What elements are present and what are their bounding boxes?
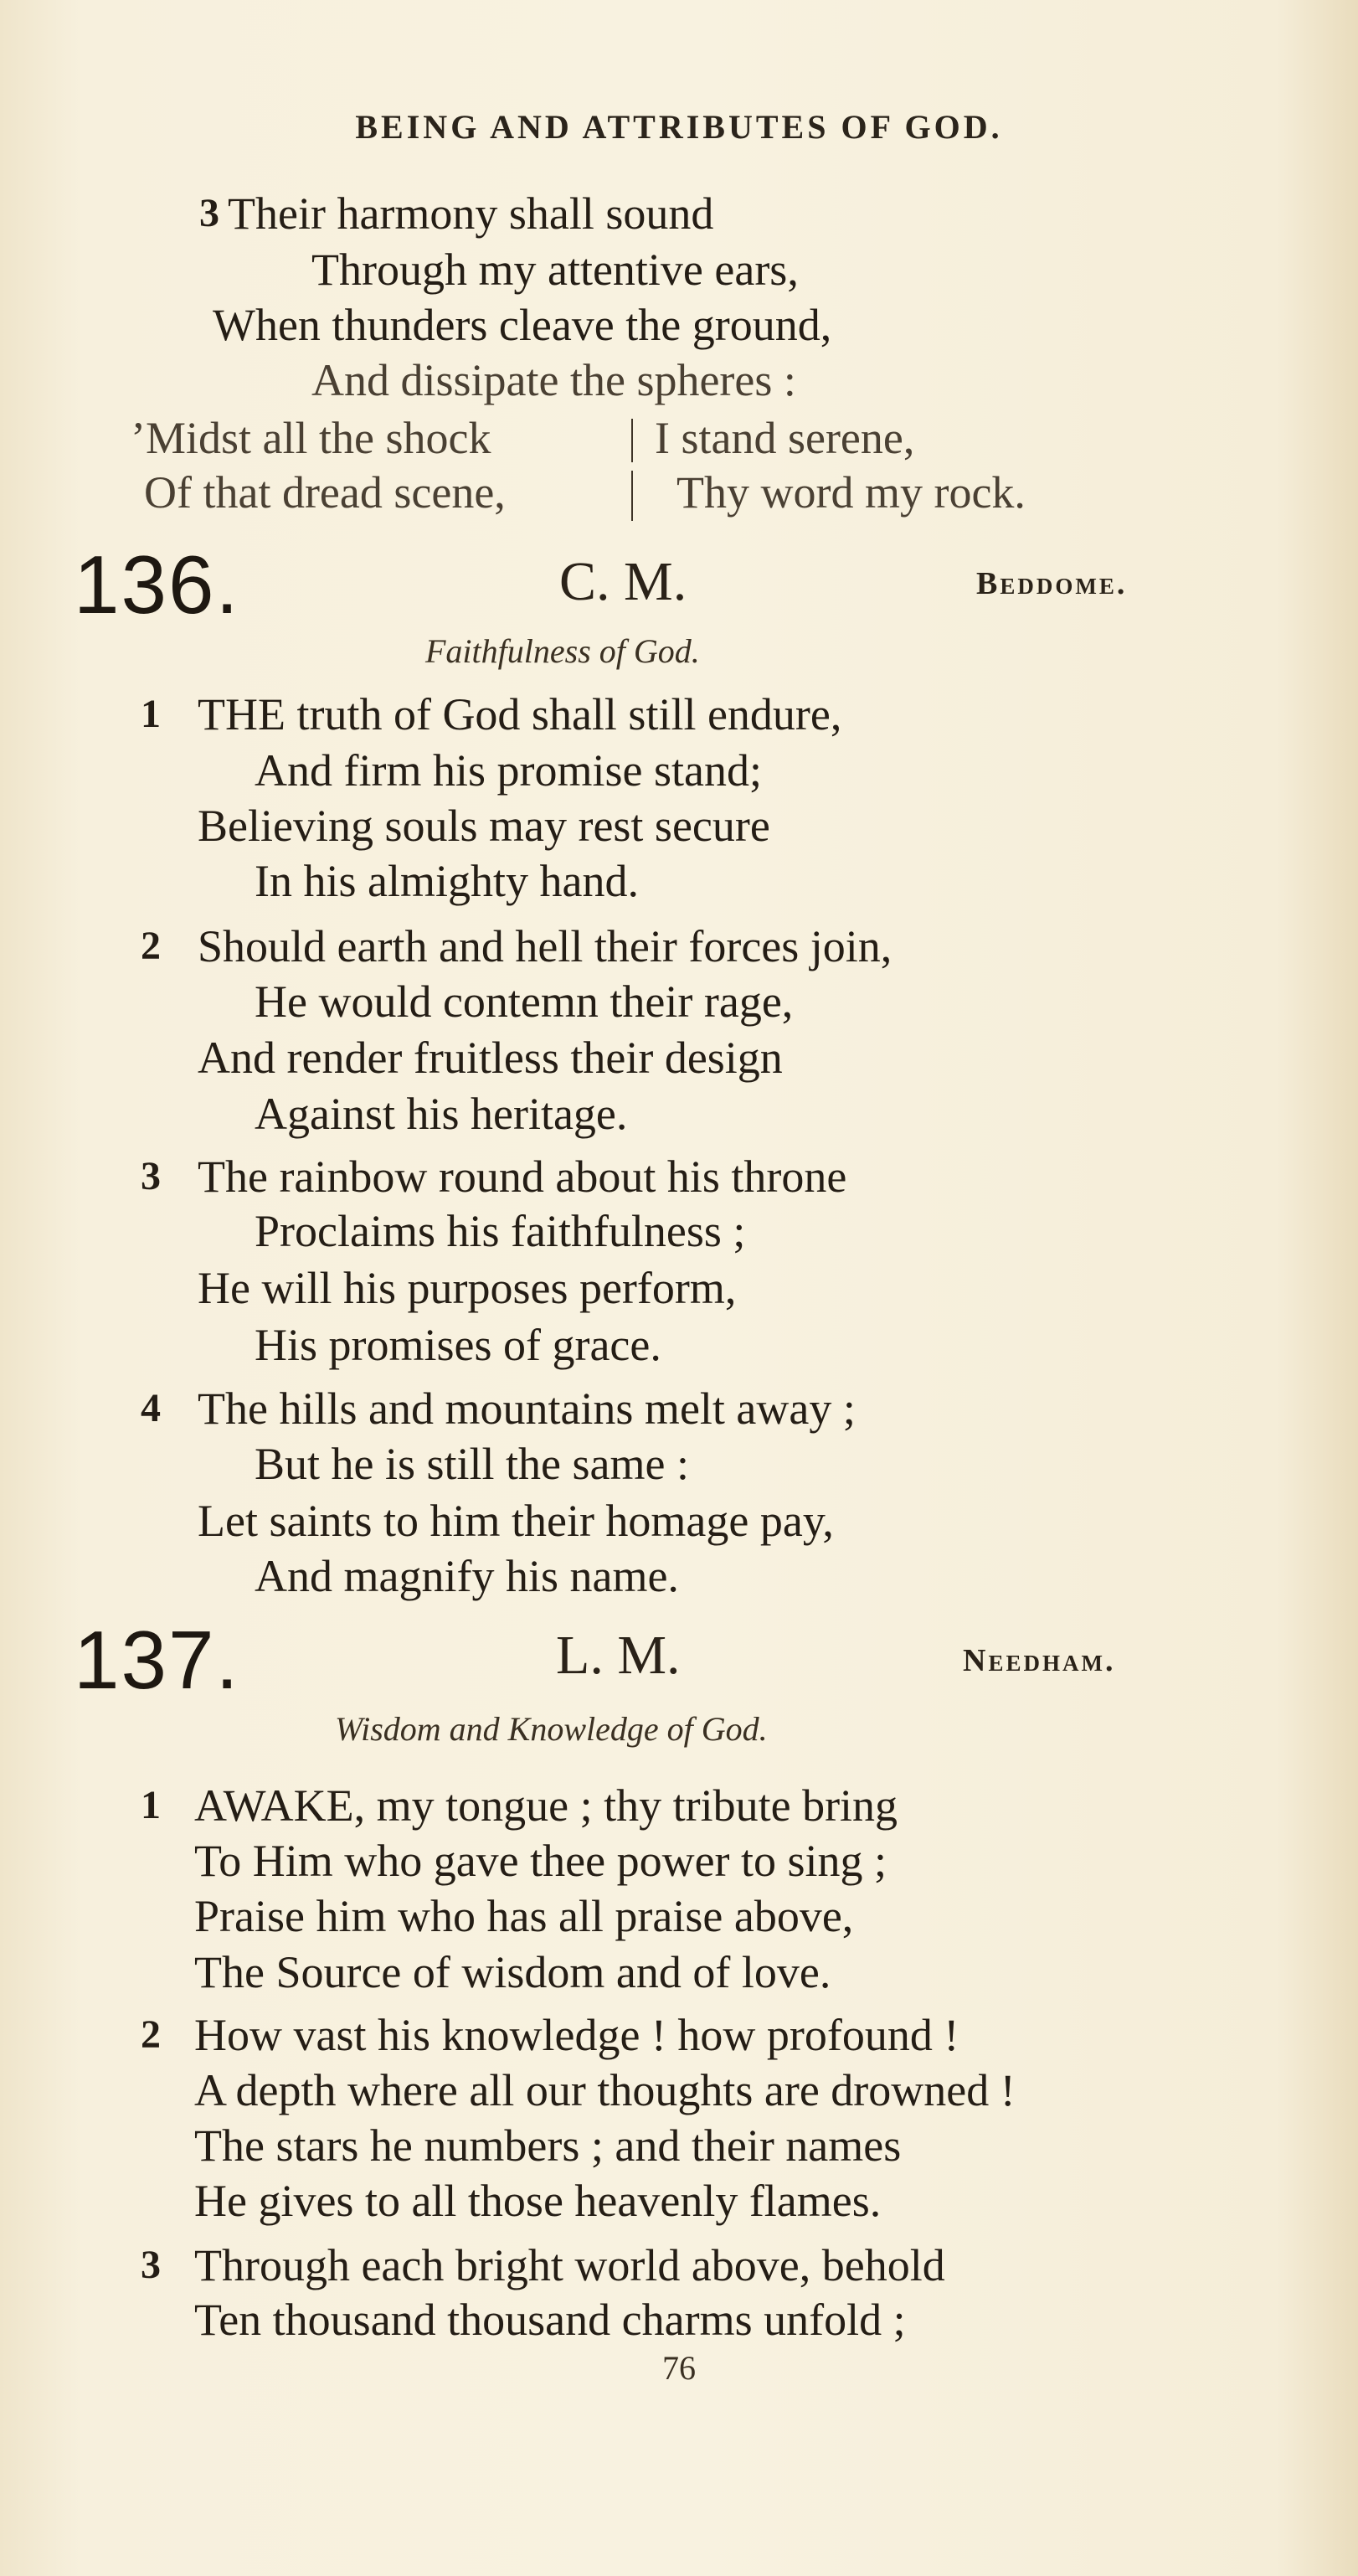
verse-line: Praise him who has all praise above, [194, 1891, 854, 1941]
verse-line: When thunders cleave the ground, [213, 300, 832, 350]
bracket-divider [631, 471, 633, 521]
hymn-meter: L. M. [556, 1625, 681, 1686]
verse-line: The hills and mountains melt away ; [198, 1383, 856, 1434]
verse-line: But he is still the same : [255, 1439, 689, 1489]
verse-line: Believing souls may rest secure [198, 801, 770, 851]
verse-line: He will his purposes perform, [198, 1263, 737, 1313]
verse-number: 3 [141, 2243, 161, 2287]
verse-line: His promises of grace. [255, 1320, 661, 1370]
verse-line: The stars he numbers ; and their names [194, 2120, 902, 2171]
verse-line: Let saints to him their homage pay, [198, 1496, 834, 1546]
verse-line: Their harmony shall sound [228, 188, 714, 239]
verse-line: He would contemn their rage, [255, 976, 794, 1027]
verse-number: 4 [141, 1386, 161, 1430]
verse-line: ’Midst all the shock [131, 413, 491, 463]
verse-line: AWAKE, my tongue ; thy tribute bring [194, 1780, 898, 1831]
verse-line: And dissipate the spheres : [311, 355, 796, 405]
hymn-composer: Beddome. [976, 566, 1128, 601]
hymn-number: 137. [74, 1614, 240, 1706]
hymn-composer: Needham. [963, 1643, 1116, 1678]
hymn-number: 136. [74, 538, 240, 631]
verse-line: He gives to all those heavenly flames. [194, 2176, 882, 2226]
verse-line: Of that dread scene, [144, 467, 506, 518]
hymn-meter: C. M. [559, 551, 687, 612]
verse-line: How vast his knowledge ! how profound ! [194, 2010, 959, 2060]
verse-number: 3 [199, 191, 219, 235]
verse-line: Proclaims his faithfulness ; [255, 1206, 746, 1256]
verse-line: The Source of wisdom and of love. [194, 1947, 831, 1997]
verse-line: I stand serene, [655, 413, 915, 463]
verse-line: And magnify his name. [255, 1551, 679, 1601]
verse-line: And firm his promise stand; [255, 745, 762, 796]
verse-line: The rainbow round about his throne [198, 1151, 847, 1202]
verse-line: THE truth of God shall still endure, [198, 689, 842, 739]
verse-line: Should earth and hell their forces join, [198, 921, 892, 971]
hymn-subtitle: Faithfulness of God. [425, 632, 700, 670]
verse-line: To Him who gave thee power to sing ; [194, 1836, 887, 1886]
verse-line: Through my attentive ears, [311, 245, 799, 295]
bracket-divider [631, 419, 633, 462]
verse-number: 3 [141, 1154, 161, 1198]
page-number: 76 [662, 2349, 696, 2387]
verse-line: Against his heritage. [255, 1089, 628, 1139]
verse-number: 2 [141, 2012, 161, 2057]
verse-number: 2 [141, 924, 161, 968]
verse-line: Through each bright world above, behold [194, 2240, 945, 2290]
running-header: BEING AND ATTRIBUTES OF GOD. [355, 108, 1003, 146]
verse-line: In his almighty hand. [255, 856, 639, 906]
verse-line: A depth where all our thoughts are drowned ! [194, 2065, 1016, 2115]
verse-line: Ten thousand thousand charms unfold ; [194, 2295, 906, 2345]
hymn-subtitle: Wisdom and Knowledge of God. [335, 1710, 768, 1748]
verse-line: Thy word my rock. [676, 467, 1026, 518]
verse-line: And render fruitless their design [198, 1033, 783, 1083]
verse-number: 1 [141, 692, 161, 736]
verse-number: 1 [141, 1783, 161, 1827]
